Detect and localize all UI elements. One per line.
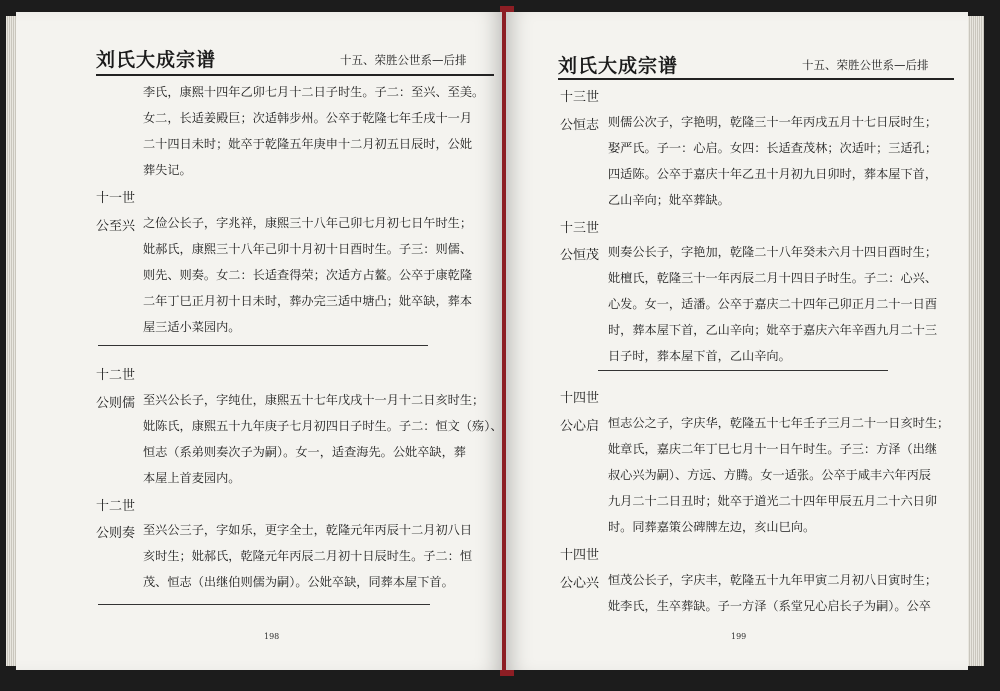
person-name: 公恒志	[560, 118, 600, 133]
person-name: 公则奏	[96, 526, 136, 541]
text-line: 时，葬本屋下首，乙山辛向；妣卒于嘉庆六年辛酉九月二十三	[608, 323, 938, 337]
text-line: 恒志公之子，字庆华，乾隆五十七年壬子三月二十一日亥时生；	[608, 416, 950, 430]
text-line: 四适陈。公卒于嘉庆十年乙丑十月初九日卯时，葬本屋下首，	[608, 167, 938, 181]
text-line: 二十四日未时；妣卒于乾隆五年庚申十二月初五日辰时，公妣	[143, 137, 473, 151]
left-page	[16, 12, 502, 670]
text-line: 则儒公次子，字艳明，乾隆三十一年丙戌五月十七日辰时生；	[608, 115, 938, 129]
left-header-subtitle: 十五、荣胜公世系—后排	[340, 53, 467, 67]
text-line: 亥时生；妣郝氏，乾隆元年丙辰二月初十日辰时生。子二：恒	[143, 549, 473, 563]
section-divider	[598, 370, 888, 371]
text-line: 妣郝氏，康熙三十八年己卯十月初十日酉时生。子三：则儒、	[143, 242, 473, 256]
text-line: 妣章氏，嘉庆二年丁巳七月十一日午时生。子三：方泽（出继	[608, 442, 938, 456]
generation-label: 十二世	[96, 368, 136, 383]
page-number: 199	[731, 632, 747, 641]
text-line: 本屋上首麦园内。	[143, 471, 241, 485]
text-line: 九月二十二日丑时；妣卒于道光二十四年甲辰五月二十六日卯	[608, 494, 938, 508]
person-name: 公则儒	[96, 396, 136, 411]
text-line: 至兴公长子，字纯仕，康熙五十七年戊戌十一月十二日亥时生；	[143, 393, 485, 407]
text-line: 二年丁巳正月初十日未时，葬办完三适中塘凸；妣卒缺，葬本	[143, 294, 473, 308]
text-line: 至兴公三子，字如乐，更字全士，乾隆元年丙辰十二月初八日	[143, 523, 473, 537]
text-line: 茂、恒志（出继伯则儒为嗣）。公妣卒缺，同葬本屋下首。	[143, 575, 454, 589]
left-header-title: 刘氏大成宗谱	[96, 49, 217, 71]
text-line: 妣李氏，生卒葬缺。子一方泽（系堂兄心启长子为嗣）。公卒	[608, 599, 931, 613]
generation-label: 十四世	[560, 391, 600, 406]
generation-label: 十四世	[560, 548, 600, 563]
left-header-rule	[96, 74, 494, 76]
section-divider	[98, 345, 428, 346]
person-name: 公心启	[560, 419, 600, 434]
right-page-stack	[966, 16, 984, 666]
text-line: 则先、则奏。女二：长适查得荣；次适方占鳌。公卒于康乾隆	[143, 268, 473, 282]
text-line: 李氏，康熙十四年乙卯七月十二日子时生。子二：至兴、至美。	[143, 85, 485, 99]
right-header-rule	[558, 78, 954, 80]
person-name: 公恒茂	[560, 248, 600, 263]
text-line: 之俭公长子，字兆祥，康熙三十八年己卯七月初七日午时生；	[143, 216, 473, 230]
text-line: 妣檀氏，乾隆三十一年丙辰二月十四日子时生。子二：心兴、	[608, 271, 938, 285]
text-line: 时。同葬嘉策公碑牌左边，亥山巳向。	[608, 520, 816, 534]
text-line: 叔心兴为嗣）、方远、方腾。女一适张。公卒于咸丰六年丙辰	[608, 468, 931, 482]
text-line: 娶严氏。子一：心启。女四：长适查茂林；次适叶；三适孔；	[608, 141, 938, 155]
right-header-subtitle: 十五、荣胜公世系—后排	[802, 58, 929, 72]
text-line: 日子时，葬本屋下首，乙山辛向。	[608, 349, 791, 363]
text-line: 妣陈氏，康熙五十九年庚子七月初四日子时生。子二：恒文（殇）、	[143, 419, 503, 433]
text-line: 恒志（系弟则奏次子为嗣）。女一，适查海先。公妣卒缺，葬	[143, 445, 466, 459]
generation-label: 十二世	[96, 499, 136, 514]
generation-label: 十一世	[96, 191, 136, 206]
text-line: 葬失记。	[143, 163, 192, 177]
text-line: 则奏公长子，字艳加，乾隆二十八年癸未六月十四日酉时生；	[608, 245, 938, 259]
text-line: 乙山辛向；妣卒葬缺。	[608, 193, 730, 207]
text-line: 女二，长适姜殿巨；次适韩步州。公卒于乾隆七年壬戌十一月	[143, 111, 473, 125]
right-header-title: 刘氏大成宗谱	[558, 55, 679, 77]
person-name: 公心兴	[560, 576, 600, 591]
right-page	[506, 12, 968, 670]
text-line: 恒茂公长子，字庆丰，乾隆五十九年甲寅二月初八日寅时生；	[608, 573, 938, 587]
section-divider	[98, 604, 430, 605]
person-name: 公至兴	[96, 219, 136, 234]
text-line: 屋三适小菜园内。	[143, 320, 241, 334]
generation-label: 十三世	[560, 90, 600, 105]
page-number: 198	[264, 632, 280, 641]
generation-label: 十三世	[560, 221, 600, 236]
text-line: 心发。女一，适潘。公卒于嘉庆二十四年己卯正月二十一日酉	[608, 297, 938, 311]
